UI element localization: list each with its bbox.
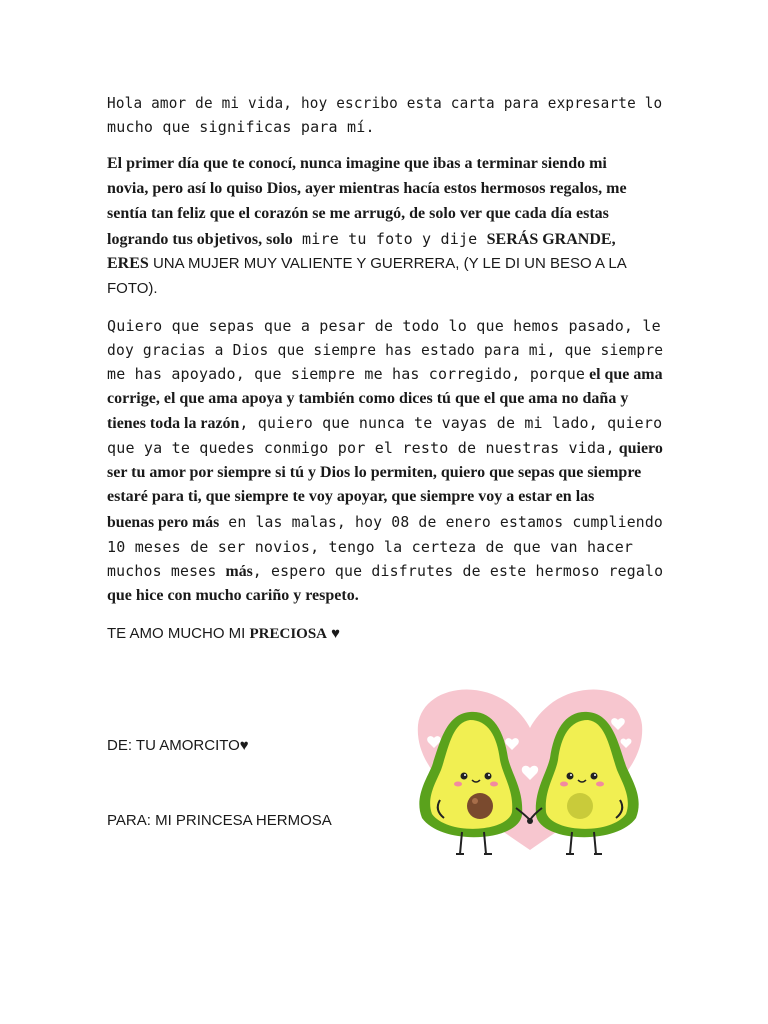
text-span: , quiero que nunca te vayas de mi lado, quiero bbox=[239, 414, 663, 432]
closing-line bbox=[107, 625, 340, 643]
text-span: mire tu foto y dije bbox=[292, 230, 487, 248]
holding-hands bbox=[527, 818, 533, 824]
text-line: estaré para ti, que siempre te voy apoyar, que siempre voy a estar en las bbox=[107, 488, 595, 505]
avocado-couple-illustration bbox=[412, 680, 648, 862]
text-line: ser tu amor por siempre si tú y Dios lo permiten, quiero que sepas que siempre bbox=[107, 464, 642, 481]
text-line: Hola amor de mi vida, hoy escribo esta carta para expresarte lo bbox=[107, 94, 663, 112]
text-span: en las malas, hoy 08 de enero estamos cumpliendo bbox=[219, 513, 663, 531]
text-line: sentía tan feliz que el corazón se me arrugó, de solo ver que cada día estas bbox=[107, 205, 609, 222]
text-line: doy gracias a Dios que siempre has estado para mi, que siempre bbox=[107, 341, 664, 359]
text-line: que hice con mucho cariño y respeto. bbox=[107, 587, 359, 604]
text-span: más bbox=[225, 563, 253, 580]
text-span: me has apoyado, que siempre me has corregido, porque bbox=[107, 365, 586, 383]
text-line: Quiero que sepas que a pesar de todo lo que hemos pasado, le bbox=[107, 317, 661, 335]
text-span: PRECIOSA bbox=[249, 626, 328, 642]
text-span: ERES bbox=[107, 255, 149, 272]
heart-symbol: ♥ bbox=[327, 625, 341, 642]
text-line bbox=[107, 365, 663, 384]
text-line: El primer día que te conocí, nunca imagine que ibas a terminar siendo mi bbox=[107, 155, 607, 172]
text-line: FOTO). bbox=[107, 280, 158, 297]
signature-from: DE: TU AMORCITO♥ bbox=[107, 737, 249, 754]
text-span: logrando tus objetivos, solo bbox=[107, 231, 293, 248]
text-line: corrige, el que ama apoya y también como dices tú que el que ama no daña y bbox=[107, 390, 629, 407]
text-line: novia, pero así lo quiso Dios, ayer mientras hacía estos hermosos regalos, me bbox=[107, 180, 627, 197]
text-line bbox=[107, 230, 616, 249]
text-span: el que ama bbox=[585, 366, 663, 383]
text-line bbox=[107, 414, 662, 433]
text-span: buenas pero más bbox=[107, 514, 220, 531]
text-span: quiero bbox=[614, 440, 663, 457]
text-span: , espero que disfrutes de este hermoso regalo bbox=[252, 562, 664, 580]
text-line bbox=[107, 439, 663, 458]
text-span: que ya te quedes conmigo por el resto de nuestras vida, bbox=[107, 439, 615, 457]
text-span: muchos meses bbox=[107, 562, 226, 580]
text-line bbox=[107, 562, 663, 581]
text-line bbox=[107, 513, 663, 532]
text-span: UNA MUJER MUY VALIENTE Y GUERRERA, (Y LE DI UN BESO A LA bbox=[148, 255, 627, 272]
signature-to: PARA: MI PRINCESA HERMOSA bbox=[107, 812, 332, 829]
text-line bbox=[107, 255, 627, 273]
text-span: TE AMO MUCHO MI bbox=[107, 625, 250, 642]
text-line: 10 meses de ser novios, tengo la certeza de que van hacer bbox=[107, 538, 634, 556]
text-line: mucho que significas para mí. bbox=[107, 118, 375, 136]
text-span: SERÁS GRANDE, bbox=[486, 231, 616, 248]
text-span: tienes toda la razón bbox=[107, 415, 240, 432]
